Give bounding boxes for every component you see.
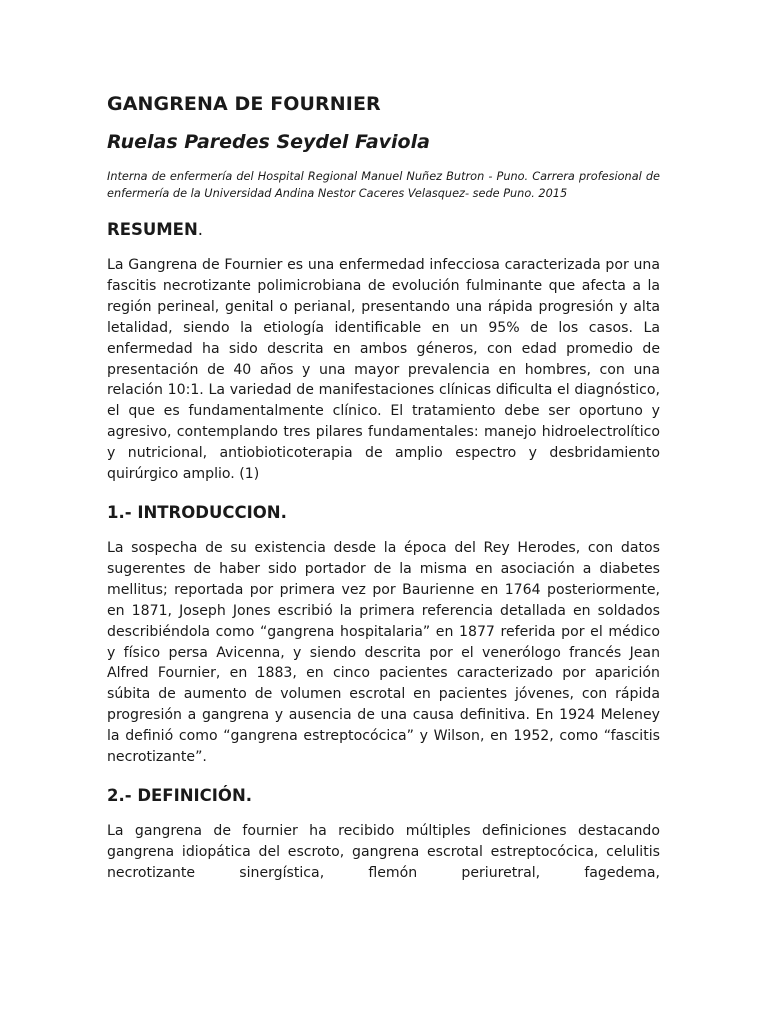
section-heading-resumen [107,219,660,241]
section-heading-introduccion: 1.- INTRODUCCION. [107,502,287,522]
document-page [107,92,660,884]
author-name: Ruelas Paredes Seydel Faviola [107,131,430,153]
resumen-paragraph: La Gangrena de Fournier es una enfermedad infecciosa caracterizada por una fascitis necrotizante polimicrobiana de evolución fulminante que afecta a la región perineal, genital o perianal, presentando una rápida progresión y alta letalidad, siendo la etiología identificable en un 95% de los casos. La enfermedad ha sido descrita en ambos géneros, con edad promedio de presentación de 40 años y una mayor prevalencia en hombres, con una relación 10:1. La variedad de manifestaciones clínicas dificulta el diagnóstico, el que es fundamentalmente clínico. El tratamiento debe ser oportuno y agresivo, contemplando tres pilares fundamentales: manejo hidroelectrolítico y nutricional, antiobioticoterapia de amplio espectro y desbridamiento quirúrgico amplio. (1) [107,257,660,483]
resumen-heading-text: RESUMEN [107,220,198,239]
document-title: GANGRENA DE FOURNIER [107,93,381,115]
introduccion-paragraph: La sospecha de su existencia desde la época del Rey Herodes, con datos sugerentes de haber sido portador de la misma en asociación a diabetes mellitus; reportada por primera vez por Baurienne en 1764 posteriormente, en 1871, Joseph Jones escribió la primera referencia detallada en soldados describiéndola como “gangrena hospitalaria” en 1877 referida por el médico y físico persa Avicenna, y siendo descrita por el venerólogo francés Jean Alfred Fournier, en 1883, en cinco pacientes caracterizado por aparición súbita de aumento de volumen escrotal en pacientes jóvenes, con rápida progresión a gangrena y ausencia de una causa definitiva. En 1924 Meleney la definió como “gangrena estreptocócica” y Wilson, en 1952, como “fascitis necrotizante”. [107,539,660,766]
author-affiliation: Interna de enfermería del Hospital Regional Manuel Nuñez Butron - Puno. Carrera profesional de enfermería de la Universidad Andina Nestor Caceres Velasquez- sede Puno. 2015 [107,170,660,200]
definicion-paragraph: La gangrena de fournier ha recibido múltiples definiciones destacando gangrena idiopática del escroto, gangrena escrotal estreptocócica, celulitis necrotizante sinergística, flemón periuretral, fagedema, [107,822,660,881]
section-heading-definicion: 2.- DEFINICIÓN. [107,785,253,805]
resumen-heading-suffix: . [197,220,204,239]
